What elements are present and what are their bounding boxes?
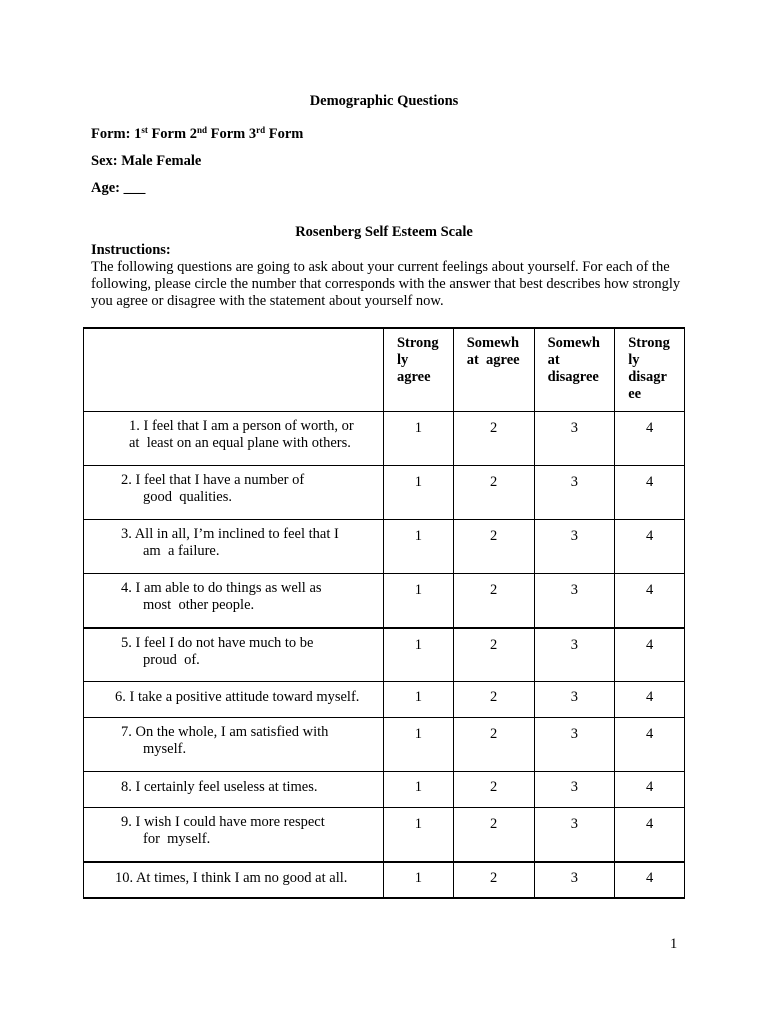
form-sup-1: st [141,125,148,135]
rating-option-1[interactable]: 1 [383,520,453,574]
rating-option-2[interactable]: 2 [453,718,534,772]
header-line: ly [396,352,409,368]
header-statement [84,328,384,412]
age-question: Age: ___ [91,180,146,196]
table-row [84,682,685,718]
rating-option-3[interactable]: 3 [534,682,615,718]
sex-question: Sex: Male Female [91,153,202,169]
table-row [84,466,685,520]
statement-text: 3. All in all, I’m inclined to feel that I [121,526,339,542]
instructions-label: Instructions: [91,242,171,258]
rating-option-2[interactable]: 2 [453,862,534,898]
rating-option-3[interactable]: 3 [534,772,615,808]
statement-cell [84,412,384,466]
statement-text: 5. I feel I do not have much to be [121,634,314,651]
rating-option-1[interactable]: 1 [383,466,453,520]
header-line: Somewh [466,335,520,351]
rating-option-4[interactable]: 4 [615,862,685,898]
statement-text-continued: most other people. [143,597,255,613]
form-sup-3: rd [256,125,266,135]
table-row [84,628,685,682]
form-question [91,126,303,143]
rating-option-1[interactable]: 1 [383,718,453,772]
statement-cell [84,772,384,808]
header-line: at agree [466,352,520,368]
statement-cell [84,466,384,520]
header-line: Strong [396,335,439,351]
statement-text: 7. On the whole, I am satisfied with [121,724,329,740]
form-mid-2: Form 3 [206,126,257,142]
rating-option-1[interactable]: 1 [383,682,453,718]
statement-text: 4. I am able to do things as well as [121,580,322,596]
rating-option-3[interactable]: 3 [534,574,615,628]
form-end: Form [265,126,304,142]
rating-option-4[interactable]: 4 [615,574,685,628]
page-title: Demographic Questions [309,93,459,109]
statement-text: 8. I certainly feel useless at times. [121,779,318,795]
statement-cell [84,718,384,772]
table-body [84,412,685,898]
rating-option-4[interactable]: 4 [615,808,685,862]
table-row [84,808,685,862]
rating-option-4[interactable]: 4 [615,520,685,574]
rating-option-1[interactable]: 1 [383,412,453,466]
scale-title: Rosenberg Self Esteem Scale [295,224,473,240]
statement-cell [84,862,384,898]
rating-option-2[interactable]: 2 [453,466,534,520]
rating-option-4[interactable]: 4 [615,628,685,682]
table-row [84,862,685,898]
statement-text-continued: at least on an equal plane with others. [129,435,351,451]
rating-option-1[interactable]: 1 [383,862,453,898]
rating-option-1[interactable]: 1 [383,772,453,808]
rating-option-3[interactable]: 3 [534,718,615,772]
table-row [84,574,685,628]
statement-cell [84,520,384,574]
header-strongly-disagree [615,328,685,412]
rating-option-3[interactable]: 3 [534,412,615,466]
rating-option-2[interactable]: 2 [453,574,534,628]
header-line: ly [628,352,640,368]
rating-option-4[interactable]: 4 [615,466,685,520]
rating-option-4[interactable]: 4 [615,718,685,772]
statement-cell [84,574,384,628]
rating-option-1[interactable]: 1 [383,574,453,628]
rating-option-2[interactable]: 2 [453,682,534,718]
header-line: disagree [547,369,599,385]
statement-text-continued: for myself. [143,831,211,847]
rating-option-3[interactable]: 3 [534,628,615,682]
header-strongly-agree [383,328,453,412]
form-mid-1: Form 2 [147,126,197,142]
statement-text: 10. At times, I think I am no good at all. [115,869,348,886]
statement-text-continued: good qualities. [143,489,233,505]
header-line: at [547,352,560,368]
rating-option-1[interactable]: 1 [383,628,453,682]
rating-option-4[interactable]: 4 [615,682,685,718]
form-label: Form: 1 [91,126,142,142]
header-somewhat-agree [453,328,534,412]
rating-option-3[interactable]: 3 [534,862,615,898]
header-line: agree [396,369,431,385]
rating-option-2[interactable]: 2 [453,520,534,574]
header-line: disagr [628,369,667,385]
rating-option-2[interactable]: 2 [453,772,534,808]
statement-text-continued: myself. [143,741,187,757]
table-row [84,412,685,466]
rating-option-3[interactable]: 3 [534,466,615,520]
rating-option-3[interactable]: 3 [534,808,615,862]
instructions-text: The following questions are going to ask about your current feelings about yourself. For each of the following, please circle the number that corresponds with the answer that best describes how strongly you agree or disagree with the statement about yourself now. [91,259,681,309]
rating-option-2[interactable]: 2 [453,412,534,466]
rating-option-4[interactable]: 4 [615,412,685,466]
statement-text: 6. I take a positive attitude toward myself. [115,689,360,705]
rating-option-2[interactable]: 2 [453,808,534,862]
table-header-row [84,328,685,412]
statement-text-continued: am a failure. [143,543,220,559]
table-row [84,718,685,772]
statement-text: 2. I feel that I have a number of [121,472,305,488]
page-number: 1 [670,936,678,952]
rating-option-4[interactable]: 4 [615,772,685,808]
statement-cell [84,808,384,862]
form-sup-2: nd [196,125,207,135]
header-line: ee [628,386,642,402]
statement-cell [84,628,384,682]
rating-option-3[interactable]: 3 [534,520,615,574]
statement-text: 9. I wish I could have more respect [121,814,325,830]
header-somewhat-disagree [534,328,615,412]
statement-text: 1. I feel that I am a person of worth, or [129,418,354,434]
table-row [84,520,685,574]
header-line: Somewh [547,335,600,351]
rating-option-2[interactable]: 2 [453,628,534,682]
statement-cell [84,682,384,718]
rosenberg-table [83,327,685,899]
table-row [84,772,685,808]
statement-text-continued: proud of. [143,651,200,668]
header-line: Strong [628,335,670,351]
rating-option-1[interactable]: 1 [383,808,453,862]
